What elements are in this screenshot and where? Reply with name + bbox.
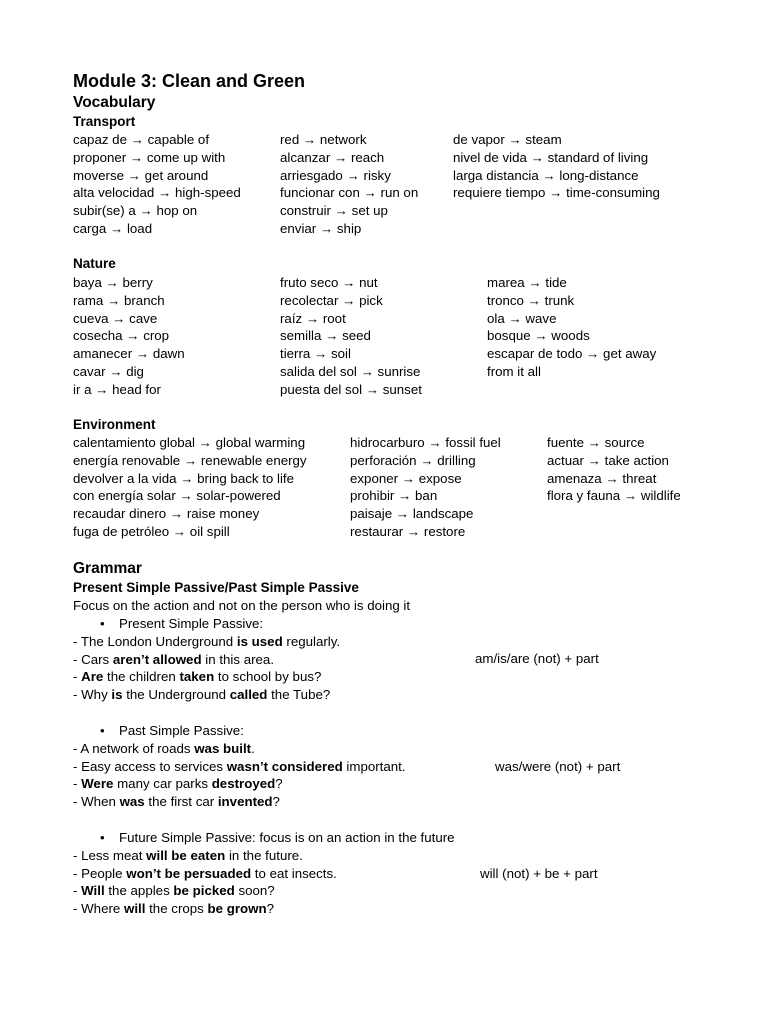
- page-title: Module 3: Clean and Green: [73, 71, 306, 91]
- vocab-item: nivel de vida → standard of living: [453, 149, 649, 165]
- example-line: - Cars aren’t allowed in this area.: [73, 651, 275, 667]
- present-passive-label: • Present Simple Passive:: [100, 616, 264, 631]
- vocab-item: exponer → expose: [350, 470, 462, 486]
- future-passive-section: [73, 829, 693, 918]
- vocab-item: fuente → source: [547, 435, 645, 450]
- example-line: - Will the apples be picked soon?: [73, 883, 275, 899]
- future-passive-label: • Future Simple Passive: focus is on an action in the future: [100, 830, 455, 845]
- vocab-item: semilla → seed: [280, 328, 371, 344]
- vocab-item: bosque → woods: [487, 328, 590, 344]
- vocab-item: salida del sol → sunrise: [280, 363, 421, 379]
- vocab-item: perforación → drilling: [350, 452, 476, 468]
- vocab-item: cueva → cave: [73, 310, 158, 326]
- example-line: - Where will the crops be grown?: [73, 901, 275, 917]
- vocab-item: ola → wave: [487, 310, 557, 326]
- vocab-item: recaudar dinero → raise money: [73, 506, 260, 522]
- past-passive-formula: was/were (not) + part: [495, 759, 621, 774]
- vocab-item: requiere tiempo → time-consuming: [453, 185, 660, 201]
- vocab-item: hidrocarburo → fossil fuel: [350, 435, 501, 450]
- environment-column-3: [547, 434, 681, 505]
- nature-column-2: [280, 274, 422, 399]
- bullet-icon: •: [100, 723, 105, 738]
- vocab-item: rama → branch: [73, 292, 165, 308]
- transport-column-2: [280, 131, 418, 238]
- vocab-item: recolectar → pick: [280, 292, 383, 308]
- vocab-item: tierra → soil: [280, 346, 351, 362]
- nature-heading: Nature: [73, 256, 116, 271]
- vocab-item: from it all: [487, 363, 541, 379]
- vocab-item: energía renovable → renewable energy: [73, 452, 307, 468]
- past-passive-label: • Past Simple Passive:: [100, 723, 244, 738]
- vocab-item: raíz → root: [280, 310, 346, 326]
- vocab-item: marea → tide: [487, 275, 567, 290]
- vocab-item: proponer → come up with: [73, 149, 226, 165]
- bullet-icon: •: [100, 830, 105, 845]
- example-line: - Why is the Underground called the Tube?: [73, 687, 331, 703]
- example-line: - Easy access to services wasn’t considered important.: [73, 758, 406, 774]
- vocab-item: arriesgado → risky: [280, 167, 391, 183]
- nature-column-3: [487, 274, 656, 381]
- vocab-item: con energía solar → solar-powered: [73, 488, 281, 504]
- vocab-item: carga → load: [73, 220, 153, 236]
- environment-column-1: [73, 434, 307, 541]
- vocab-item: cavar → dig: [73, 363, 144, 379]
- vocab-item: prohibir → ban: [350, 488, 438, 504]
- vocab-item: red → network: [280, 132, 367, 147]
- example-line: - People won’t be persuaded to eat insects.: [73, 865, 337, 881]
- environment-heading: Environment: [73, 417, 156, 432]
- vocab-item: enviar → ship: [280, 220, 362, 236]
- present-passive-formula: am/is/are (not) + part: [475, 651, 599, 666]
- vocab-item: fruto seco → nut: [280, 275, 378, 290]
- future-passive-formula: will (not) + be + part: [480, 866, 598, 881]
- vocab-item: funcionar con → run on: [280, 185, 419, 201]
- vocab-item: restaurar → restore: [350, 523, 466, 539]
- transport-column-3: [453, 131, 660, 202]
- grammar-intro: Focus on the action and not on the person who is doing it: [73, 598, 411, 613]
- environment-column-2: [350, 434, 501, 541]
- vocab-item: moverse → get around: [73, 167, 209, 183]
- transport-heading: Transport: [73, 114, 136, 129]
- vocab-item: alcanzar → reach: [280, 149, 385, 165]
- example-line: - Are the children taken to school by bus?: [73, 669, 322, 685]
- vocab-item: construir → set up: [280, 203, 388, 219]
- vocab-item: amanecer → dawn: [73, 346, 185, 362]
- vocab-item: larga distancia → long-distance: [453, 167, 639, 183]
- present-passive-section: [73, 615, 693, 704]
- vocab-item: baya → berry: [73, 275, 153, 290]
- vocab-item: amenaza → threat: [547, 470, 657, 486]
- vocab-item: de vapor → steam: [453, 132, 562, 147]
- transport-column-1: [73, 131, 241, 238]
- vocab-item: devolver a la vida → bring back to life: [73, 470, 294, 486]
- vocab-item: flora y fauna → wildlife: [547, 488, 681, 504]
- vocab-item: cosecha → crop: [73, 328, 170, 344]
- vocab-item: escapar de todo → get away: [487, 346, 657, 362]
- vocabulary-heading: Vocabulary: [73, 94, 156, 111]
- nature-column-1: [73, 274, 185, 399]
- example-line: - A network of roads was built.: [73, 740, 255, 756]
- vocab-item: paisaje → landscape: [350, 506, 474, 522]
- vocab-item: calentamiento global → global warming: [73, 435, 306, 450]
- example-line: - Were many car parks destroyed?: [73, 776, 283, 792]
- example-line: - Less meat will be eaten in the future.: [73, 847, 303, 863]
- example-line: - The London Underground is used regularly.: [73, 633, 341, 649]
- vocab-item: ir a → head for: [73, 381, 161, 397]
- grammar-subheading: Present Simple Passive/Past Simple Passive: [73, 580, 359, 595]
- vocab-item: actuar → take action: [547, 452, 669, 468]
- vocab-item: tronco → trunk: [487, 292, 575, 308]
- vocab-item: fuga de petróleo → oil spill: [73, 523, 230, 539]
- example-line: - When was the first car invented?: [73, 794, 280, 810]
- vocab-item: subir(se) a → hop on: [73, 203, 198, 219]
- grammar-heading: Grammar: [73, 560, 142, 577]
- vocab-item: puesta del sol → sunset: [280, 381, 422, 397]
- vocab-item: capaz de → capable of: [73, 132, 210, 147]
- vocab-item: alta velocidad → high-speed: [73, 185, 241, 201]
- bullet-icon: •: [100, 616, 105, 631]
